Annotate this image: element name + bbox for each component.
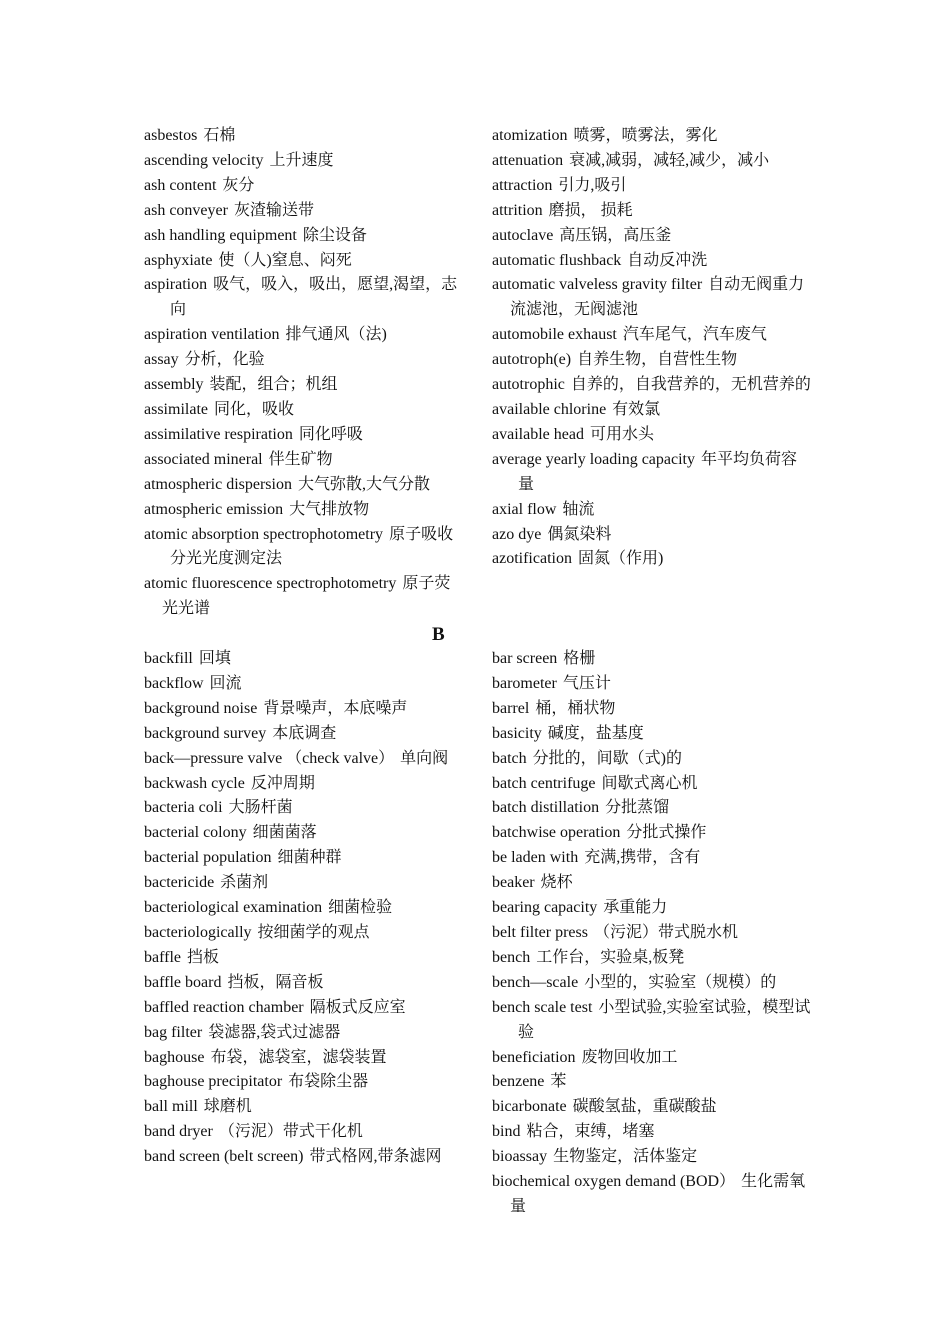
entry-definition: 烧杯 <box>540 874 573 892</box>
entry-definition: 除尘设备 <box>302 226 367 244</box>
glossary-entry <box>492 921 812 946</box>
entry-term: backflow <box>144 674 204 692</box>
entry-definition: 磨损， 损耗 <box>548 201 633 219</box>
entry-term: batch centrifuge <box>492 774 596 792</box>
entry-definition: 挡板 <box>187 948 220 966</box>
glossary-entry <box>144 996 464 1021</box>
entry-definition: 自动反冲洗 <box>627 251 708 269</box>
entry-term: azo dye <box>492 525 542 543</box>
glossary-entry <box>144 273 464 323</box>
entry-term: bar screen <box>492 650 558 667</box>
glossary-entry <box>492 1095 812 1120</box>
entry-definition: 粘合，束缚，堵塞 <box>526 1123 655 1141</box>
entry-definition: 装配，组合；机组 <box>209 376 338 394</box>
entry-term: band screen (belt screen) <box>144 1148 304 1166</box>
entry-term: batch <box>492 749 527 767</box>
entry-term: bag filter <box>144 1023 203 1041</box>
entry-term: autoclave <box>492 226 554 244</box>
entry-term: aspiration ventilation <box>144 326 280 344</box>
entry-term: bacterial colony <box>144 824 247 842</box>
glossary-entry <box>144 398 464 423</box>
entry-term: ball mill <box>144 1098 198 1116</box>
entry-definition: 反冲周期 <box>250 774 315 792</box>
entry-term: biochemical oxygen demand (BOD） <box>492 1173 736 1191</box>
glossary-entry <box>492 547 812 572</box>
glossary-entry <box>144 373 464 398</box>
glossary-entry <box>492 846 812 871</box>
entry-term: belt filter press <box>492 923 588 941</box>
glossary-entry <box>144 672 464 697</box>
entry-definition: （污泥）带式干化机 <box>218 1123 363 1141</box>
entry-definition: 上升速度 <box>269 151 334 169</box>
glossary-entry <box>144 448 464 473</box>
glossary-entry <box>492 348 812 373</box>
entry-term: bench—scale <box>492 973 579 991</box>
entry-definition: 小型的，实验室（规模）的 <box>584 973 777 991</box>
entry-definition: 吸气，吸入，吸出，愿望,渴望，志向 <box>170 276 458 319</box>
glossary-entry <box>492 448 812 498</box>
entry-term: automatic flushback <box>492 251 622 269</box>
entry-term: baffle board <box>144 973 222 991</box>
entry-term: baffled reaction chamber <box>144 998 304 1016</box>
glossary-entry <box>144 1145 464 1170</box>
entry-definition: 灰渣输送带 <box>233 201 314 219</box>
glossary-entry <box>492 1145 812 1170</box>
entry-term: backfill <box>144 650 193 667</box>
entry-definition: 分批蒸馏 <box>605 799 670 817</box>
entry-term: attraction <box>492 176 553 194</box>
entry-term: bactericide <box>144 874 215 892</box>
entry-term: baghouse <box>144 1048 205 1066</box>
entry-definition: 自养的，自我营养的，无机营养的 <box>570 376 811 394</box>
entry-definition: 大气排放物 <box>289 500 370 518</box>
glossary-entry <box>492 373 812 398</box>
entry-definition: 大肠杆菌 <box>228 799 293 817</box>
entry-term: bacteriologically <box>144 923 252 941</box>
glossary-entry <box>144 896 464 921</box>
entry-definition: 回流 <box>209 674 242 692</box>
glossary-entry <box>492 697 812 722</box>
entry-term: barrel <box>492 699 530 717</box>
glossary-entry <box>144 821 464 846</box>
glossary-entry <box>492 647 812 672</box>
glossary-entry <box>492 323 812 348</box>
entry-term: asbestos <box>144 127 198 144</box>
entry-definition: 衰减,减弱，减轻,减少，减小 <box>569 151 770 169</box>
glossary-entry <box>492 1120 812 1145</box>
entry-term: asphyxiate <box>144 251 213 269</box>
glossary-entry <box>144 199 464 224</box>
glossary-entry <box>144 1070 464 1095</box>
glossary-entry <box>144 323 464 348</box>
entry-definition: 格栅 <box>563 650 596 667</box>
glossary-entry <box>144 348 464 373</box>
entry-term: ash content <box>144 176 217 194</box>
entry-definition: 伴生矿物 <box>268 450 333 468</box>
entry-definition: 布袋除尘器 <box>288 1073 369 1091</box>
entry-term: ash conveyer <box>144 201 228 219</box>
glossary-entry <box>492 199 812 224</box>
entry-definition: 轴流 <box>562 500 595 518</box>
entry-definition: 布袋，滤袋室，滤袋装置 <box>210 1048 387 1066</box>
entry-term: average yearly loading capacity <box>492 450 695 468</box>
glossary-entry <box>492 996 812 1046</box>
entry-term: basicity <box>492 724 542 742</box>
entry-term: automobile exhaust <box>492 326 617 344</box>
entry-term: baffle <box>144 948 182 966</box>
entry-term: assay <box>144 351 179 369</box>
glossary-entry <box>144 921 464 946</box>
entry-term: attenuation <box>492 151 564 169</box>
entry-definition: 细菌菌落 <box>252 824 317 842</box>
glossary-entry <box>492 398 812 423</box>
entry-definition: 桶，桶状物 <box>535 699 616 717</box>
entry-term: aspiration <box>144 276 208 294</box>
entry-term: back—pressure valve （check valve） <box>144 749 395 767</box>
entry-term: assimilative respiration <box>144 425 293 443</box>
entry-term: bicarbonate <box>492 1098 567 1116</box>
glossary-entry <box>144 747 464 772</box>
entry-term: batchwise operation <box>492 824 621 842</box>
entry-definition: 石棉 <box>203 127 236 144</box>
entry-term: batch distillation <box>492 799 600 817</box>
glossary-entry <box>492 498 812 523</box>
glossary-entry <box>144 1120 464 1145</box>
entry-term: attrition <box>492 201 543 219</box>
entry-definition: 碱度，盐基度 <box>547 724 644 742</box>
entry-term: ash handling equipment <box>144 226 297 244</box>
glossary-entry <box>144 523 464 573</box>
entry-definition: 细菌种群 <box>277 849 342 867</box>
section-b-right-column <box>492 647 812 1220</box>
entry-definition: 承重能力 <box>603 899 668 917</box>
entry-definition: 同化，吸收 <box>213 400 294 418</box>
glossary-entry <box>144 1095 464 1120</box>
glossary-entry <box>492 946 812 971</box>
glossary-entry <box>492 423 812 448</box>
glossary-entry <box>492 971 812 996</box>
entry-definition: 充满,携带，含有 <box>584 849 701 867</box>
entry-definition: 生化需氧量 <box>510 1173 806 1215</box>
entry-definition: 排气通风（法) <box>285 326 387 344</box>
entry-definition: 背景噪声，本底噪声 <box>263 699 408 717</box>
glossary-entry <box>144 572 464 622</box>
section-heading-b: B <box>432 624 445 645</box>
entry-term: bench scale test <box>492 998 593 1016</box>
entry-term: be laden with <box>492 849 579 867</box>
glossary-entry <box>492 722 812 747</box>
entry-definition: 碳酸氢盐，重碳酸盐 <box>572 1098 717 1116</box>
entry-definition: 引力,吸引 <box>558 176 627 194</box>
entry-term: benzene <box>492 1073 545 1091</box>
glossary-entry <box>144 224 464 249</box>
glossary-entry <box>492 224 812 249</box>
entry-term: background noise <box>144 699 258 717</box>
entry-definition: 袋滤器,袋式过滤器 <box>208 1023 341 1041</box>
entry-definition: 分批式操作 <box>626 824 707 842</box>
entry-term: beneficiation <box>492 1048 576 1066</box>
glossary-entry <box>492 796 812 821</box>
entry-definition: 隔板式反应室 <box>309 998 406 1016</box>
glossary-entry <box>492 871 812 896</box>
glossary-entry <box>492 149 812 174</box>
glossary-entry <box>492 1046 812 1071</box>
entry-term: band dryer <box>144 1123 213 1141</box>
glossary-entry <box>144 846 464 871</box>
entry-definition: 同化呼吸 <box>298 425 363 443</box>
entry-definition: 球磨机 <box>203 1098 252 1116</box>
entry-definition: 回填 <box>198 650 231 667</box>
entry-term: bioassay <box>492 1148 548 1166</box>
entry-definition: 按细菌学的观点 <box>257 923 370 941</box>
entry-term: assimilate <box>144 400 208 418</box>
entry-term: bearing capacity <box>492 899 598 917</box>
entry-term: autotrophic <box>492 376 565 394</box>
entry-term: bacteriological examination <box>144 899 323 917</box>
entry-definition: 灰分 <box>222 176 255 194</box>
entry-definition: 自养生物，自营性生物 <box>577 351 738 369</box>
entry-definition: 苯 <box>550 1073 567 1091</box>
entry-term: available head <box>492 425 584 443</box>
glossary-entry <box>492 821 812 846</box>
glossary-entry <box>144 946 464 971</box>
entry-term: available chlorine <box>492 400 607 418</box>
section-a-right-column <box>492 124 812 572</box>
glossary-entry <box>492 273 812 323</box>
entry-term: bacterial population <box>144 849 272 867</box>
entry-definition: 挡板，隔音板 <box>227 973 324 991</box>
entry-definition: 单向阀 <box>400 749 449 767</box>
entry-definition: 生物鉴定，活体鉴定 <box>553 1148 698 1166</box>
entry-definition: 间歇式离心机 <box>601 774 698 792</box>
entry-term: assembly <box>144 376 204 394</box>
entry-term: background survey <box>144 724 267 742</box>
glossary-entry <box>144 647 464 672</box>
entry-term: barometer <box>492 674 557 692</box>
glossary-entry <box>144 697 464 722</box>
entry-term: ascending velocity <box>144 151 264 169</box>
entry-definition: 小型试验,实验室试验，模型试验 <box>518 998 811 1041</box>
entry-definition: 工作台，实验桌,板凳 <box>536 948 685 966</box>
glossary-entry <box>144 423 464 448</box>
glossary-entry <box>144 149 464 174</box>
entry-term: atomic absorption spectrophotometry <box>144 525 384 543</box>
entry-definition: 细菌检验 <box>328 899 393 917</box>
glossary-entry <box>144 174 464 199</box>
entry-term: autotroph(e) <box>492 351 572 369</box>
glossary-entry <box>492 896 812 921</box>
glossary-entry <box>144 249 464 274</box>
entry-term: backwash cycle <box>144 774 245 792</box>
entry-definition: （污泥）带式脱水机 <box>593 923 738 941</box>
entry-term: azotification <box>492 550 572 568</box>
glossary-entry <box>492 772 812 797</box>
entry-definition: 固氮（作用) <box>577 550 664 568</box>
entry-definition: 杀菌剂 <box>220 874 269 892</box>
entry-definition: 使（人)窒息、闷死 <box>218 251 352 269</box>
entry-term: bacteria coli <box>144 799 223 817</box>
entry-term: axial flow <box>492 500 557 518</box>
entry-term: baghouse precipitator <box>144 1073 283 1091</box>
glossary-entry <box>492 1170 812 1220</box>
glossary-entry <box>144 722 464 747</box>
entry-term: bind <box>492 1123 521 1141</box>
section-b-left-column <box>144 647 464 1170</box>
entry-term: beaker <box>492 874 535 892</box>
entry-term: associated mineral <box>144 450 263 468</box>
glossary-entry <box>144 1021 464 1046</box>
entry-definition: 可用水头 <box>589 425 654 443</box>
glossary-entry <box>144 772 464 797</box>
entry-term: automatic valveless gravity filter <box>492 276 703 294</box>
entry-term: atomization <box>492 127 568 144</box>
entry-definition: 分批的，间歇（式)的 <box>532 749 682 767</box>
section-a-left-column <box>144 124 464 622</box>
entry-term: atomic fluorescence spectrophotometry <box>144 575 397 593</box>
glossary-entry <box>492 523 812 548</box>
glossary-entry <box>144 1046 464 1071</box>
glossary-entry <box>492 1070 812 1095</box>
glossary-entry <box>144 971 464 996</box>
entry-definition: 本底调查 <box>272 724 337 742</box>
entry-definition: 有效氯 <box>612 400 661 418</box>
entry-definition: 原子荧光光谱 <box>162 575 451 618</box>
entry-definition: 气压计 <box>562 674 611 692</box>
glossary-entry <box>492 249 812 274</box>
entry-definition: 喷雾，喷雾法，雾化 <box>573 127 718 144</box>
entry-definition: 分析，化验 <box>184 351 265 369</box>
entry-definition: 高压锅，高压釜 <box>559 226 672 244</box>
entry-definition: 原子吸收分光光度测定法 <box>170 525 454 568</box>
entry-term: atmospheric emission <box>144 500 284 518</box>
glossary-entry <box>492 124 812 149</box>
entry-definition: 自动无阀重力流滤池，无阀滤池 <box>510 276 805 319</box>
entry-definition: 带式格网,带条滤网 <box>309 1148 442 1166</box>
glossary-entry <box>144 498 464 523</box>
entry-term: atmospheric dispersion <box>144 475 292 493</box>
entry-definition: 汽车尾气，汽车废气 <box>622 326 767 344</box>
glossary-entry <box>144 796 464 821</box>
entry-definition: 年平均负荷容量 <box>518 450 798 493</box>
entry-definition: 废物回收加工 <box>581 1048 678 1066</box>
entry-definition: 大气弥散,大气分散 <box>297 475 430 493</box>
entry-definition: 偶氮染料 <box>547 525 612 543</box>
glossary-entry <box>492 174 812 199</box>
glossary-entry <box>492 747 812 772</box>
glossary-entry <box>492 672 812 697</box>
glossary-entry <box>144 473 464 498</box>
glossary-entry <box>144 871 464 896</box>
entry-term: bench <box>492 948 531 966</box>
glossary-entry <box>144 124 464 149</box>
